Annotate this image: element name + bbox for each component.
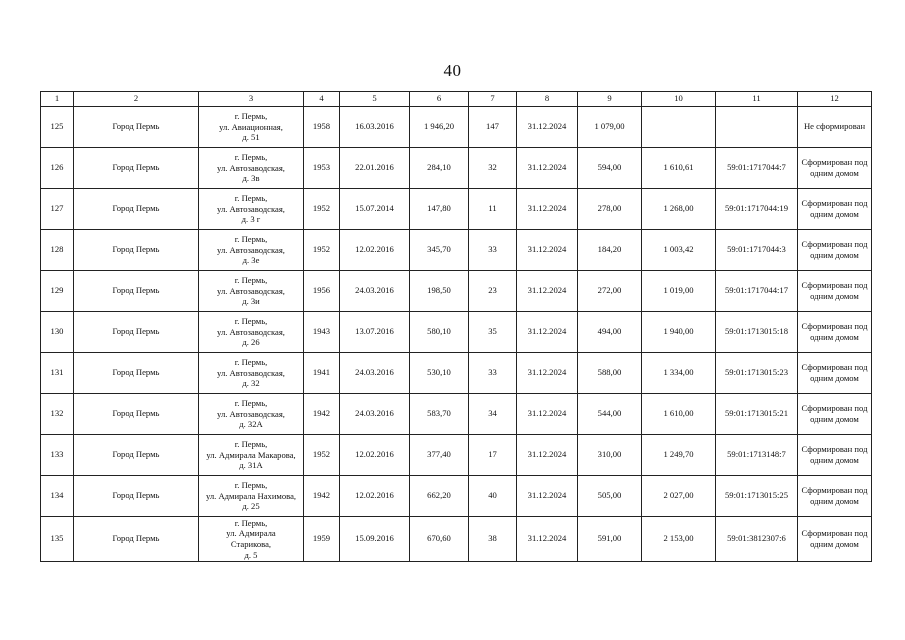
area-cell: 670,60 — [410, 517, 469, 562]
column-header: 1 — [41, 92, 74, 107]
address-line: ул. Автозаводская, — [217, 326, 285, 337]
column-header: 4 — [304, 92, 340, 107]
address-line: г. Пермь, — [234, 517, 268, 528]
address-line: д. 32А — [239, 419, 263, 430]
land-area-cell: 310,00 — [578, 435, 642, 476]
column-header: 11 — [716, 92, 798, 107]
cadastral-number-cell: 59:01:1713148:7 — [716, 435, 798, 476]
row-number-cell: 135 — [41, 517, 74, 562]
year-built-cell: 1953 — [304, 148, 340, 189]
area-cell: 580,10 — [410, 312, 469, 353]
deadline-cell: 31.12.2024 — [517, 148, 578, 189]
land-area-cell: 494,00 — [578, 312, 642, 353]
land-area-cell: 184,20 — [578, 230, 642, 271]
cadastral-number-cell — [716, 107, 798, 148]
table-row — [41, 517, 872, 562]
area-cell: 530,10 — [410, 353, 469, 394]
cadastral-number-cell: 59:01:1717044:19 — [716, 189, 798, 230]
row-number-cell: 126 — [41, 148, 74, 189]
year-built-cell: 1943 — [304, 312, 340, 353]
cadastral-number-cell: 59:01:1713015:23 — [716, 353, 798, 394]
residents-cell: 40 — [469, 476, 517, 517]
address-cell — [199, 107, 304, 148]
row-number-cell: 130 — [41, 312, 74, 353]
address-line: г. Пермь, — [234, 356, 268, 367]
address-line: д. 26 — [242, 337, 260, 348]
date-cell: 13.07.2016 — [340, 312, 410, 353]
housing-registry-table — [40, 91, 872, 562]
address-line: ул. Адмирала — [226, 528, 276, 539]
land-status-cell: Сформирован под одним домом — [798, 517, 872, 562]
address-cell — [199, 312, 304, 353]
residents-cell: 23 — [469, 271, 517, 312]
deadline-cell: 31.12.2024 — [517, 435, 578, 476]
municipality-cell: Город Пермь — [74, 271, 199, 312]
address-cell — [199, 189, 304, 230]
column-header: 6 — [410, 92, 469, 107]
column-number-row — [41, 92, 872, 107]
table-row — [41, 230, 872, 271]
area-cell: 345,70 — [410, 230, 469, 271]
area-cell: 198,50 — [410, 271, 469, 312]
land-area-cell: 278,00 — [578, 189, 642, 230]
address-cell — [199, 353, 304, 394]
table-row — [41, 435, 872, 476]
date-cell: 24.03.2016 — [340, 394, 410, 435]
deadline-cell: 31.12.2024 — [517, 394, 578, 435]
residents-cell: 32 — [469, 148, 517, 189]
deadline-cell: 31.12.2024 — [517, 107, 578, 148]
column-header: 8 — [517, 92, 578, 107]
cadastral-area-cell: 2 153,00 — [642, 517, 716, 562]
land-area-cell: 272,00 — [578, 271, 642, 312]
land-status-cell: Сформирован под одним домом — [798, 148, 872, 189]
address-cell — [199, 230, 304, 271]
cadastral-area-cell: 1 334,00 — [642, 353, 716, 394]
address-line: ул. Автозаводская, — [217, 285, 285, 296]
municipality-cell: Город Пермь — [74, 230, 199, 271]
cadastral-area-cell: 1 249,70 — [642, 435, 716, 476]
cadastral-area-cell: 1 610,00 — [642, 394, 716, 435]
address-line: д. 3е — [242, 255, 260, 266]
deadline-cell: 31.12.2024 — [517, 230, 578, 271]
address-line: г. Пермь, — [234, 438, 268, 449]
municipality-cell: Город Пермь — [74, 353, 199, 394]
date-cell: 15.07.2014 — [340, 189, 410, 230]
municipality-cell: Город Пермь — [74, 148, 199, 189]
table-row — [41, 312, 872, 353]
land-status-cell: Сформирован под одним домом — [798, 394, 872, 435]
address-line: д. 25 — [242, 501, 260, 512]
deadline-cell: 31.12.2024 — [517, 476, 578, 517]
land-area-cell: 544,00 — [578, 394, 642, 435]
cadastral-number-cell: 59:01:1717044:17 — [716, 271, 798, 312]
land-status-cell: Сформирован под одним домом — [798, 271, 872, 312]
row-number-cell: 127 — [41, 189, 74, 230]
date-cell: 12.02.2016 — [340, 230, 410, 271]
area-cell: 377,40 — [410, 435, 469, 476]
municipality-cell: Город Пермь — [74, 312, 199, 353]
area-cell: 1 946,20 — [410, 107, 469, 148]
cadastral-area-cell: 2 027,00 — [642, 476, 716, 517]
land-status-cell: Сформирован под одним домом — [798, 476, 872, 517]
year-built-cell: 1942 — [304, 476, 340, 517]
land-status-cell: Сформирован под одним домом — [798, 312, 872, 353]
row-number-cell: 131 — [41, 353, 74, 394]
row-number-cell: 125 — [41, 107, 74, 148]
cadastral-number-cell: 59:01:1713015:21 — [716, 394, 798, 435]
year-built-cell: 1952 — [304, 189, 340, 230]
cadastral-area-cell — [642, 107, 716, 148]
date-cell: 15.09.2016 — [340, 517, 410, 562]
municipality-cell: Город Пермь — [74, 435, 199, 476]
residents-cell: 38 — [469, 517, 517, 562]
column-header: 12 — [798, 92, 872, 107]
row-number-cell: 132 — [41, 394, 74, 435]
date-cell: 22.01.2016 — [340, 148, 410, 189]
row-number-cell: 128 — [41, 230, 74, 271]
date-cell: 12.02.2016 — [340, 435, 410, 476]
table-row — [41, 353, 872, 394]
address-line: д. 3 г — [241, 214, 261, 225]
land-status-cell: Сформирован под одним домом — [798, 230, 872, 271]
date-cell: 16.03.2016 — [340, 107, 410, 148]
deadline-cell: 31.12.2024 — [517, 271, 578, 312]
address-line: г. Пермь, — [234, 110, 268, 121]
table-row — [41, 189, 872, 230]
land-area-cell: 594,00 — [578, 148, 642, 189]
address-line: ул. Адмирала Нахимова, — [205, 490, 297, 501]
year-built-cell: 1952 — [304, 435, 340, 476]
column-header: 3 — [199, 92, 304, 107]
area-cell: 662,20 — [410, 476, 469, 517]
year-built-cell: 1958 — [304, 107, 340, 148]
municipality-cell: Город Пермь — [74, 476, 199, 517]
address-line: ул. Авиационная, — [219, 121, 283, 132]
row-number-cell: 129 — [41, 271, 74, 312]
land-area-cell: 588,00 — [578, 353, 642, 394]
residents-cell: 35 — [469, 312, 517, 353]
residents-cell: 147 — [469, 107, 517, 148]
residents-cell: 33 — [469, 230, 517, 271]
deadline-cell: 31.12.2024 — [517, 189, 578, 230]
land-area-cell: 505,00 — [578, 476, 642, 517]
year-built-cell: 1952 — [304, 230, 340, 271]
cadastral-area-cell: 1 610,61 — [642, 148, 716, 189]
deadline-cell: 31.12.2024 — [517, 353, 578, 394]
address-line: Старикова, — [230, 539, 272, 549]
cadastral-area-cell: 1 940,00 — [642, 312, 716, 353]
address-line: г. Пермь, — [234, 192, 268, 203]
address-line: ул. Автозаводская, — [217, 367, 285, 378]
address-line: д. 3и — [242, 296, 260, 307]
residents-cell: 34 — [469, 394, 517, 435]
date-cell: 24.03.2016 — [340, 271, 410, 312]
cadastral-area-cell: 1 019,00 — [642, 271, 716, 312]
address-line: д. 3в — [242, 173, 260, 184]
address-line: г. Пермь, — [234, 274, 268, 285]
residents-cell: 17 — [469, 435, 517, 476]
cadastral-number-cell: 59:01:3812307:6 — [716, 517, 798, 562]
cadastral-area-cell: 1 268,00 — [642, 189, 716, 230]
cadastral-area-cell: 1 003,42 — [642, 230, 716, 271]
column-header: 5 — [340, 92, 410, 107]
land-status-cell: Сформирован под одним домом — [798, 189, 872, 230]
column-header: 2 — [74, 92, 199, 107]
land-area-cell: 1 079,00 — [578, 107, 642, 148]
land-status-cell: Сформирован под одним домом — [798, 435, 872, 476]
column-header: 7 — [469, 92, 517, 107]
address-line: г. Пермь, — [234, 233, 268, 244]
residents-cell: 11 — [469, 189, 517, 230]
year-built-cell: 1956 — [304, 271, 340, 312]
table-body — [41, 107, 872, 562]
municipality-cell: Город Пермь — [74, 517, 199, 562]
land-status-cell: Сформирован под одним домом — [798, 353, 872, 394]
deadline-cell: 31.12.2024 — [517, 312, 578, 353]
address-line: д. 32 — [242, 378, 260, 389]
address-line: д. 31А — [239, 460, 263, 471]
area-cell: 583,70 — [410, 394, 469, 435]
table-row — [41, 271, 872, 312]
land-status-cell: Не сформирован — [798, 107, 872, 148]
address-line: г. Пермь, — [234, 315, 268, 326]
address-cell — [199, 517, 304, 562]
table-row — [41, 476, 872, 517]
year-built-cell: 1941 — [304, 353, 340, 394]
address-cell — [199, 476, 304, 517]
municipality-cell: Город Пермь — [74, 107, 199, 148]
page-number: 40 — [443, 61, 462, 80]
address-line: д. 51 — [242, 132, 260, 143]
address-line: ул. Адмирала Макарова, — [206, 449, 296, 460]
row-number-cell: 133 — [41, 435, 74, 476]
row-number-cell: 134 — [41, 476, 74, 517]
column-header: 9 — [578, 92, 642, 107]
area-cell: 147,80 — [410, 189, 469, 230]
cadastral-number-cell: 59:01:1717044:7 — [716, 148, 798, 189]
address-line: г. Пермь, — [234, 397, 268, 408]
address-line: ул. Автозаводская, — [217, 244, 285, 255]
address-cell — [199, 394, 304, 435]
land-area-cell: 591,00 — [578, 517, 642, 562]
table-row — [41, 107, 872, 148]
deadline-cell: 31.12.2024 — [517, 517, 578, 562]
address-line: г. Пермь, — [234, 479, 268, 490]
municipality-cell: Город Пермь — [74, 189, 199, 230]
cadastral-number-cell: 59:01:1717044:3 — [716, 230, 798, 271]
table-row — [41, 394, 872, 435]
address-line: ул. Автозаводская, — [217, 203, 285, 214]
date-cell: 24.03.2016 — [340, 353, 410, 394]
address-line: д. 5 — [244, 549, 258, 560]
address-cell — [199, 271, 304, 312]
year-built-cell: 1959 — [304, 517, 340, 562]
address-line: ул. Автозаводская, — [217, 162, 285, 173]
address-line: г. Пермь, — [234, 151, 268, 162]
address-cell — [199, 435, 304, 476]
municipality-cell: Город Пермь — [74, 394, 199, 435]
table-row — [41, 148, 872, 189]
cadastral-number-cell: 59:01:1713015:25 — [716, 476, 798, 517]
address-line: ул. Автозаводская, — [217, 408, 285, 419]
column-header: 10 — [642, 92, 716, 107]
cadastral-number-cell: 59:01:1713015:18 — [716, 312, 798, 353]
area-cell: 284,10 — [410, 148, 469, 189]
residents-cell: 33 — [469, 353, 517, 394]
year-built-cell: 1942 — [304, 394, 340, 435]
date-cell: 12.02.2016 — [340, 476, 410, 517]
address-cell — [199, 148, 304, 189]
